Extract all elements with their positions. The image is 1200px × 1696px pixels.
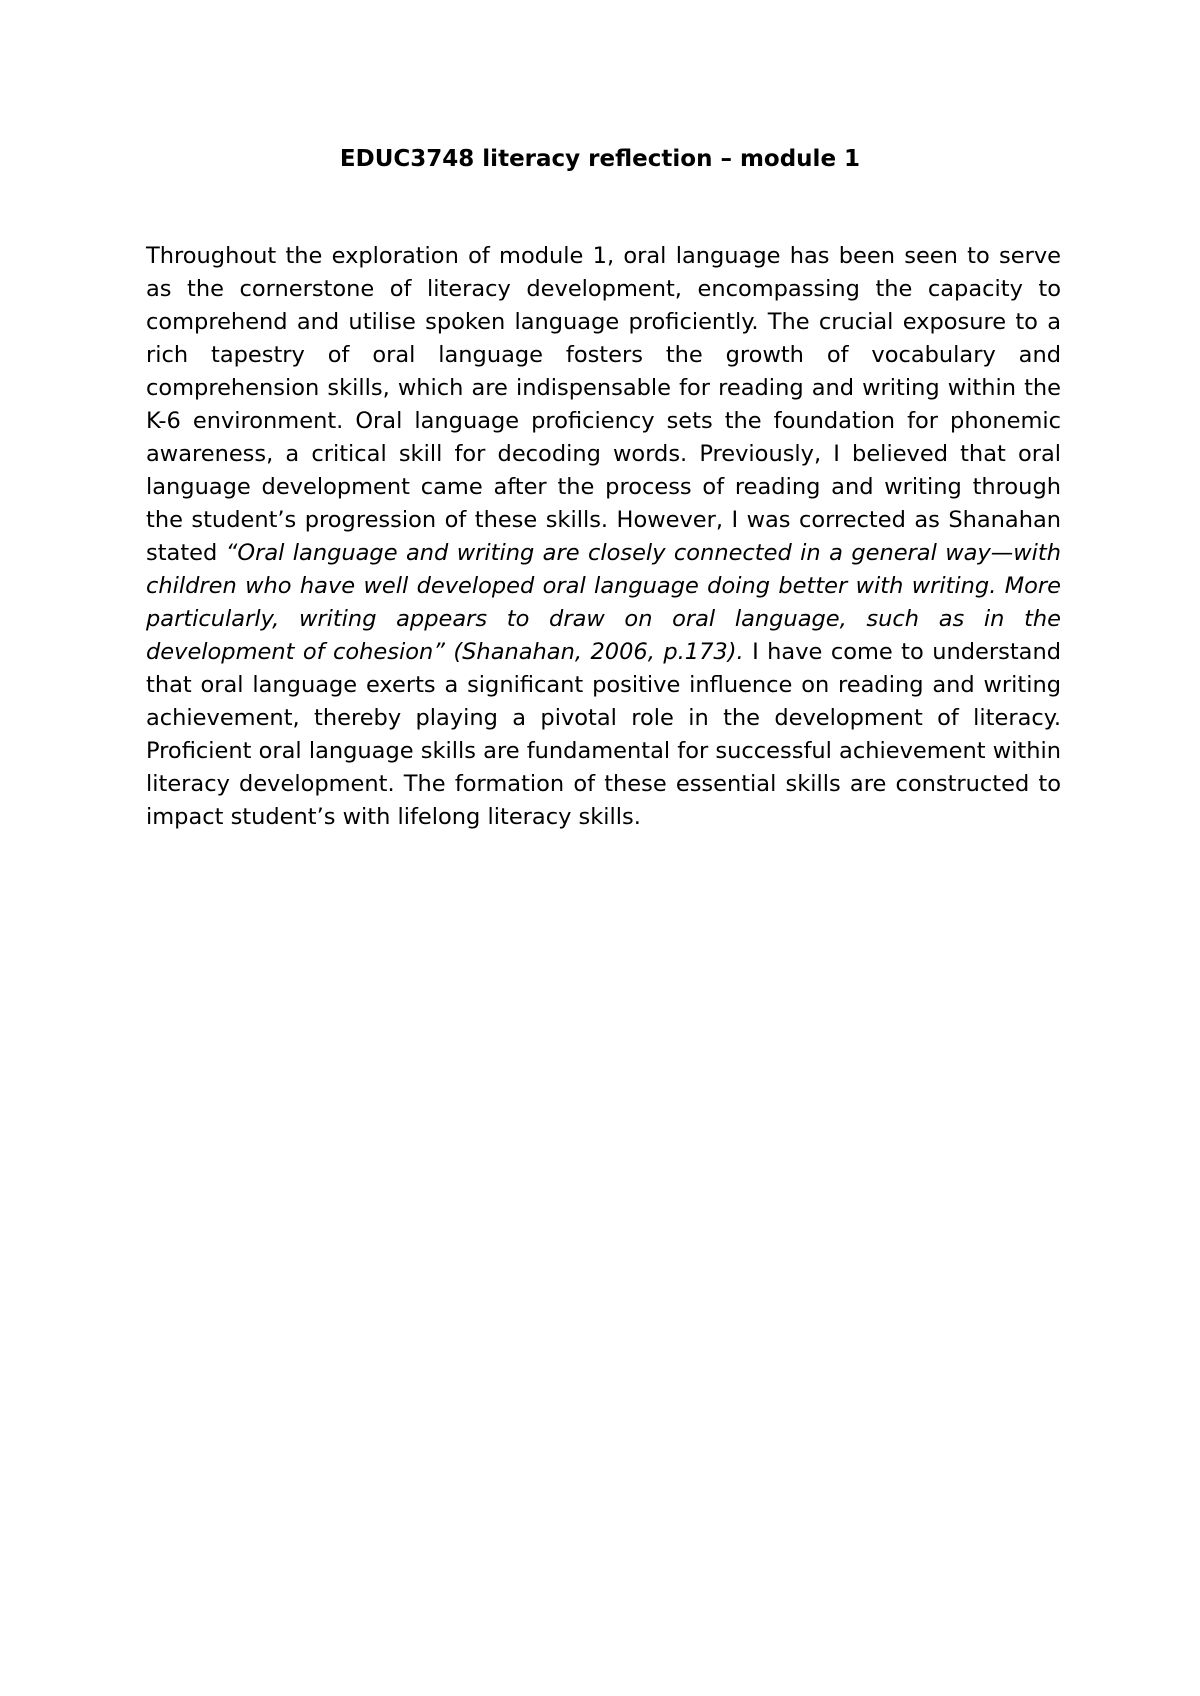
- document-title: EDUC3748 literacy reflection – module 1: [339, 146, 861, 172]
- reflection-paragraph: [146, 240, 1061, 834]
- paragraph-text-conclusion: I have come to understand that oral language exerts a significant positive influence on reading and writing achievement, thereby playing a pivotal role in the development of literacy. Proficient oral language skills are fundamental for successful achievement within literacy development. The formation of these essential skills are constructed to impact student’s with lifelong literacy skills.: [146, 639, 1061, 830]
- shanahan-quote: “Oral language and writing are closely connected in a general way—with children who have well developed oral language doing better with writing. More particularly, writing appears to draw on oral language, such as in the development of cohesion” (Shanahan, 2006, p.173).: [146, 540, 1062, 665]
- paragraph-text-intro: Throughout the exploration of module 1, oral language has been seen to serve as the cornerstone of literacy development, encompassing the capacity to comprehend and utilise spoken language proficiently. The crucial exposure to a rich tapestry of oral language fosters the growth of vocabulary and comprehension skills, which are indispensable for reading and writing within the K-6 environment. Oral language proficiency sets the foundation for phonemic awareness, a critical skill for decoding words. Previously, I believed that oral language development came after the process of reading and writing through the student’s progression of these skills. However, I was corrected as Shanahan stated: [146, 243, 1061, 566]
